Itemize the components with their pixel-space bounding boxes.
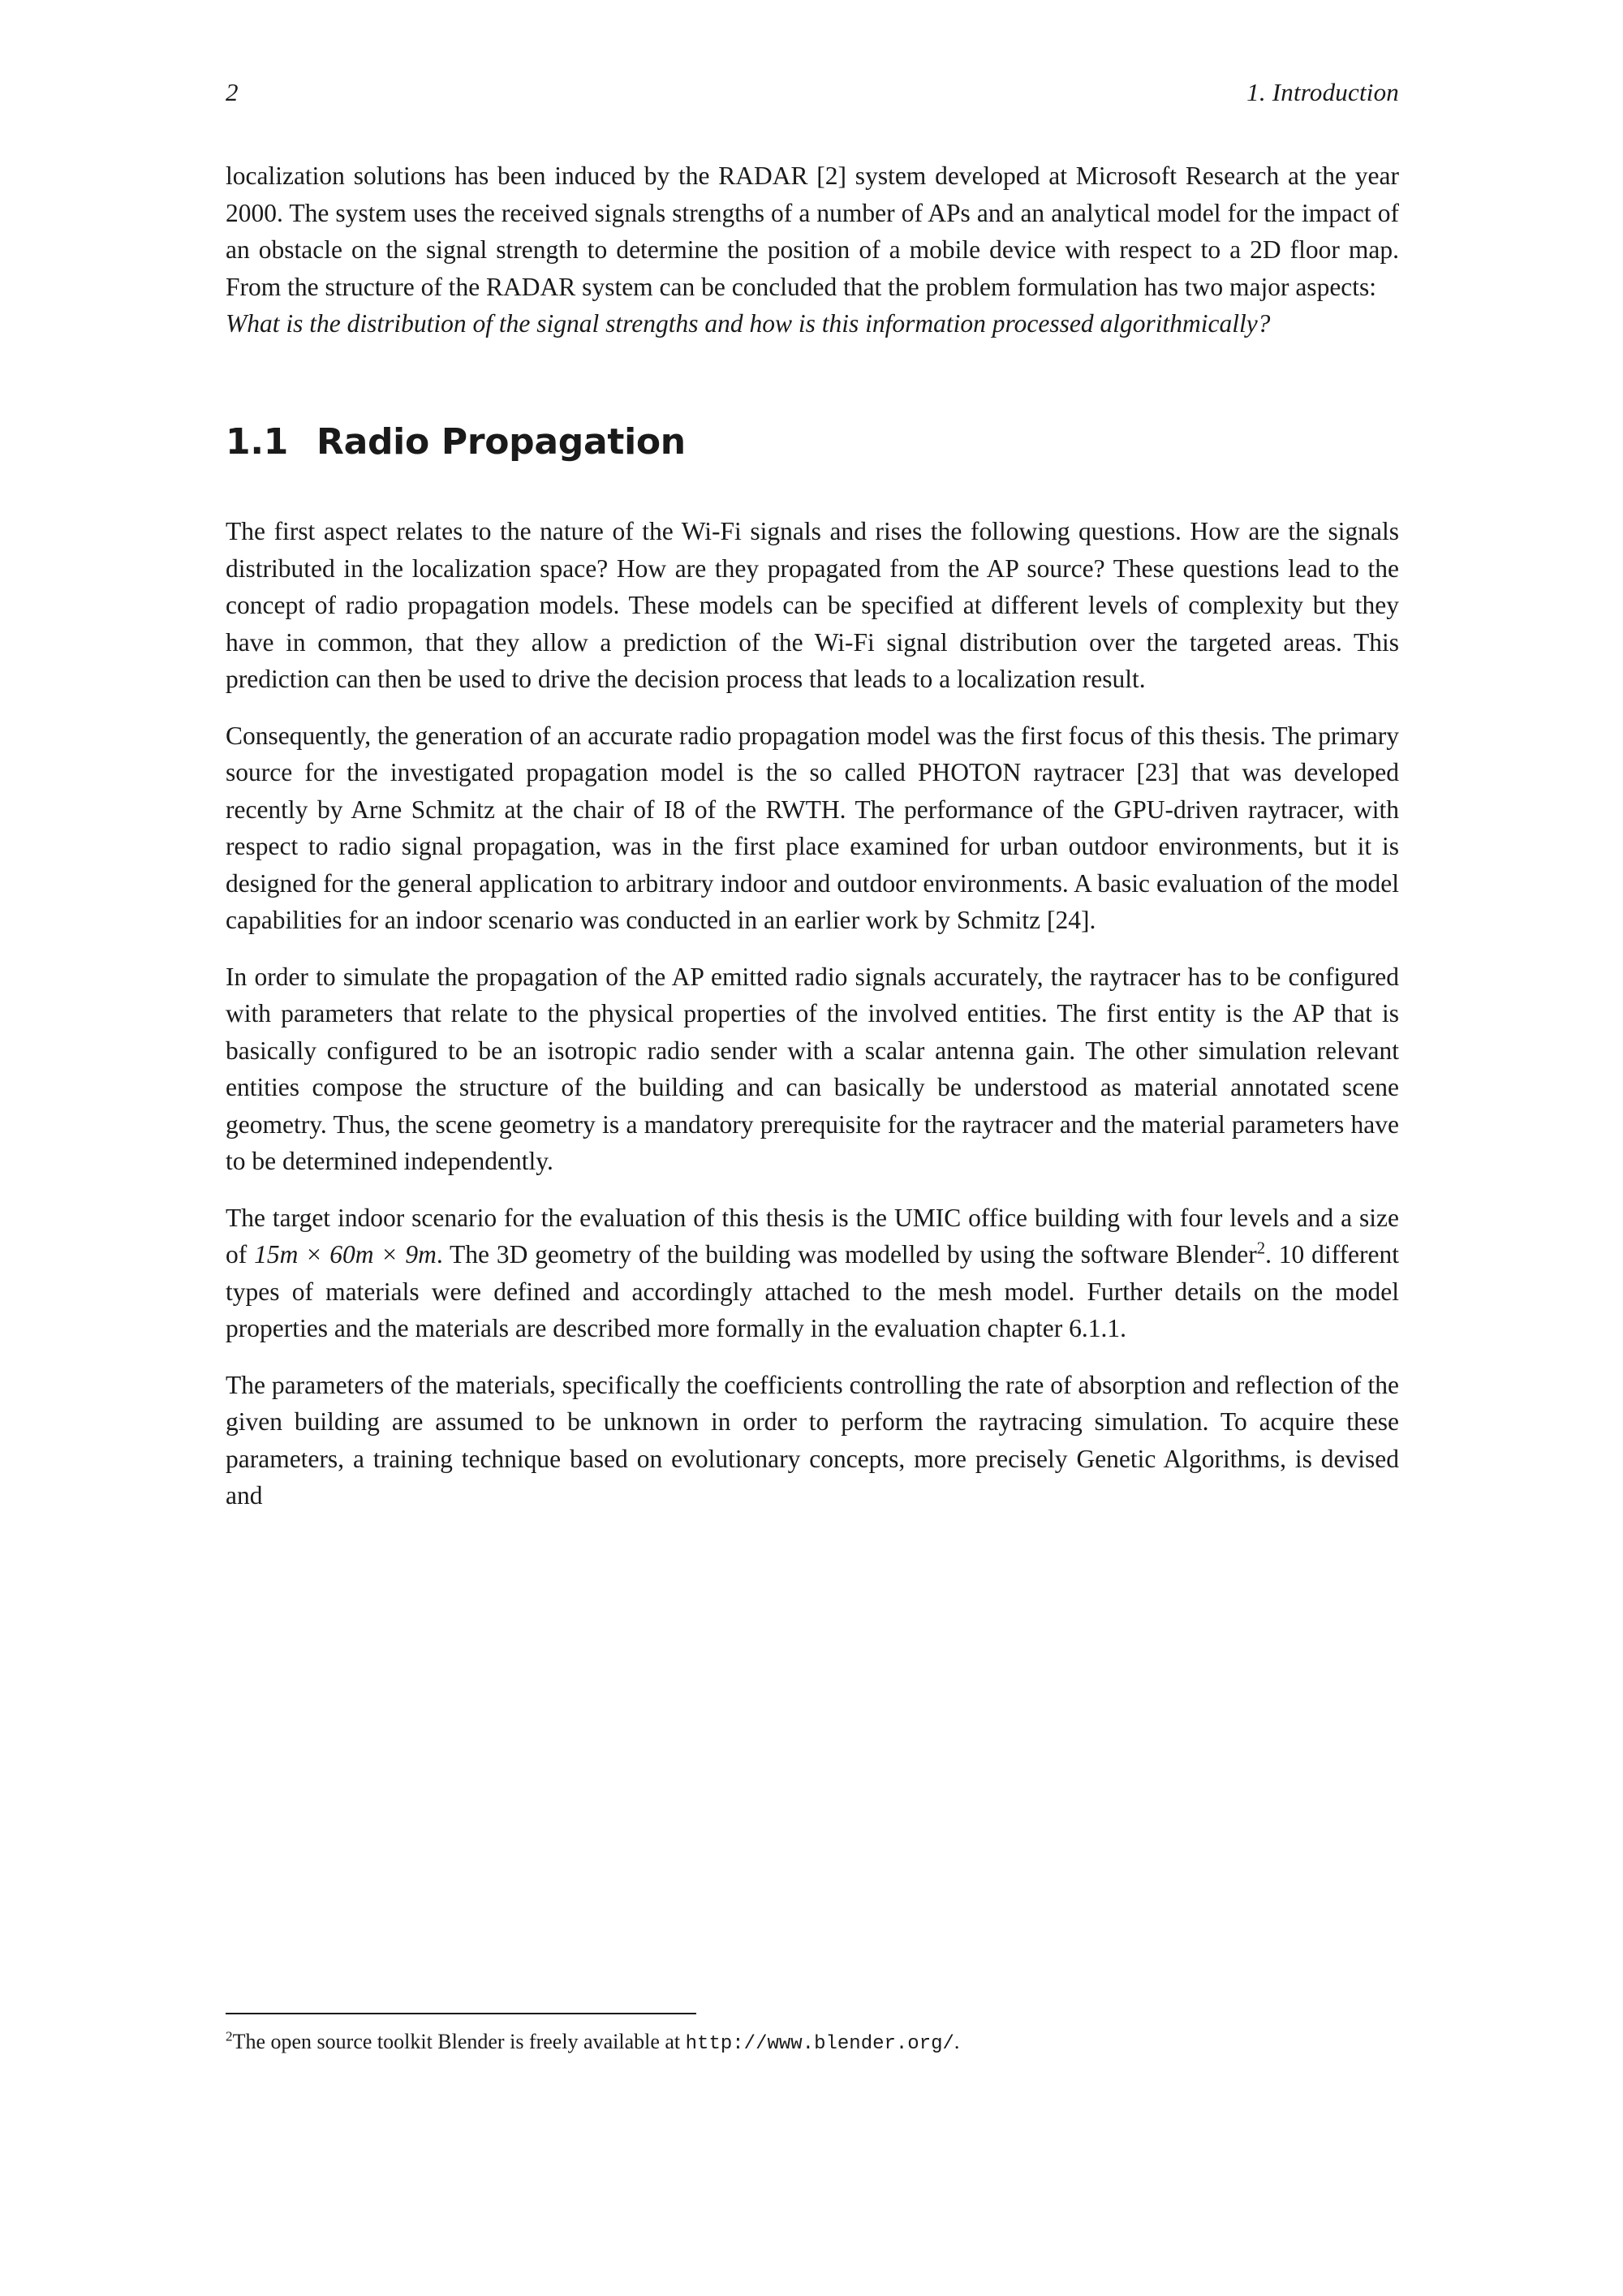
- running-head: [226, 0, 1399, 107]
- paragraph-intro: localization solutions has been induced by the RADAR [2] system developed at Microsoft Research at the year 2000. The system uses the received signals strengths of a number of APs and an analytical model for the impact of an obstacle on the signal strength to determine the position of a mobile device with respect to a 2D floor map. From the structure of the RADAR system can be concluded that the problem formulation has two major aspects:: [226, 162, 1399, 301]
- section-heading: [226, 422, 1399, 463]
- footnote-number: 2: [226, 2028, 233, 2044]
- footnote-marker-2: 2: [1256, 1238, 1266, 1258]
- footnote-text-after: .: [954, 2030, 960, 2053]
- paragraph-first-aspect: The first aspect relates to the nature of the Wi-Fi signals and rises the following questions. How are the signals distributed in the localization space? How are they propagated from the AP source? These questions lead to the concept of radio propagation models. These models can be specified at different levels of complexity but they have in common, that they allow a prediction of the Wi-Fi signal distribution over the targeted areas. This prediction can then be used to drive the decision process that leads to a localization result.: [226, 517, 1399, 694]
- page-content: [226, 0, 1399, 1514]
- footnote-area: [226, 2013, 1399, 2059]
- building-dimensions: 15m × 60m × 9m: [254, 1240, 437, 1269]
- footnote-url[interactable]: http://www.blender.org/: [685, 2033, 954, 2055]
- section-number: 1.1: [226, 420, 289, 463]
- section-title: Radio Propagation: [316, 420, 686, 463]
- paragraph-umic-building: [226, 1200, 1399, 1347]
- paragraph-research-question: What is the distribution of the signal strengths and how is this information processed algorithmically?: [226, 309, 1271, 338]
- paragraph-photon-raytracer: Consequently, the generation of an accurate radio propagation model was the first focus of this thesis. The primary source for the investigated propagation model is the so called PHOTON raytracer [23] that was developed recently by Arne Schmitz at the chair of I8 of the RWTH. The performance of the GPU-driven raytracer, with respect to radio signal propagation, was in the first place examined for urban outdoor environments, but it is designed for the general application to arbitrary indoor and outdoor environments. A basic evaluation of the model capabilities for an indoor scenario was conducted in an earlier work by Schmitz [24].: [226, 721, 1399, 935]
- footnote-rule: [226, 2013, 696, 2014]
- body-text: [226, 157, 1399, 1514]
- paragraph-simulation-parameters: In order to simulate the propagation of the AP emitted radio signals accurately, the raytracer has to be configured with parameters that relate to the physical properties of the involved entities. The first entity is the AP that is basically configured to be an isotropic radio sender with a scalar antenna gain. The other simulation relevant entities compose the structure of the building and can basically be understood as material annotated scene geometry. Thus, the scene geometry is a mandatory prerequisite for the raytracer and the material parameters have to be determined independently.: [226, 962, 1399, 1176]
- umic-text-part-1: The target indoor scenario for the evaluation of this thesis is the UMIC office building with four levels and a size of: [226, 1203, 1399, 1269]
- footnote-text-before: The open source toolkit Blender is freely available at: [232, 2030, 686, 2053]
- footnote-entry: [226, 2027, 1399, 2059]
- paragraph-material-parameters: The parameters of the materials, specifically the coefficients controlling the rate of absorption and reflection of the given building are assumed to be unknown in order to perform the raytracing simulation. To acquire these parameters, a training technique based on evolutionary concepts, more precisely Genetic Algorithms, is devised and: [226, 1370, 1399, 1510]
- page-number: 2: [226, 78, 239, 106]
- umic-text-part-2: . The 3D geometry of the building was modelled by using the software Blender: [436, 1240, 1257, 1269]
- chapter-title: 1. Introduction: [1246, 78, 1399, 106]
- umic-text-part-3: . 10 different types of materials were defined and accordingly attached to the mesh model. Further details on the model properties and the materials are described more formally in the evaluation chapter 6.1.1.: [226, 1240, 1399, 1343]
